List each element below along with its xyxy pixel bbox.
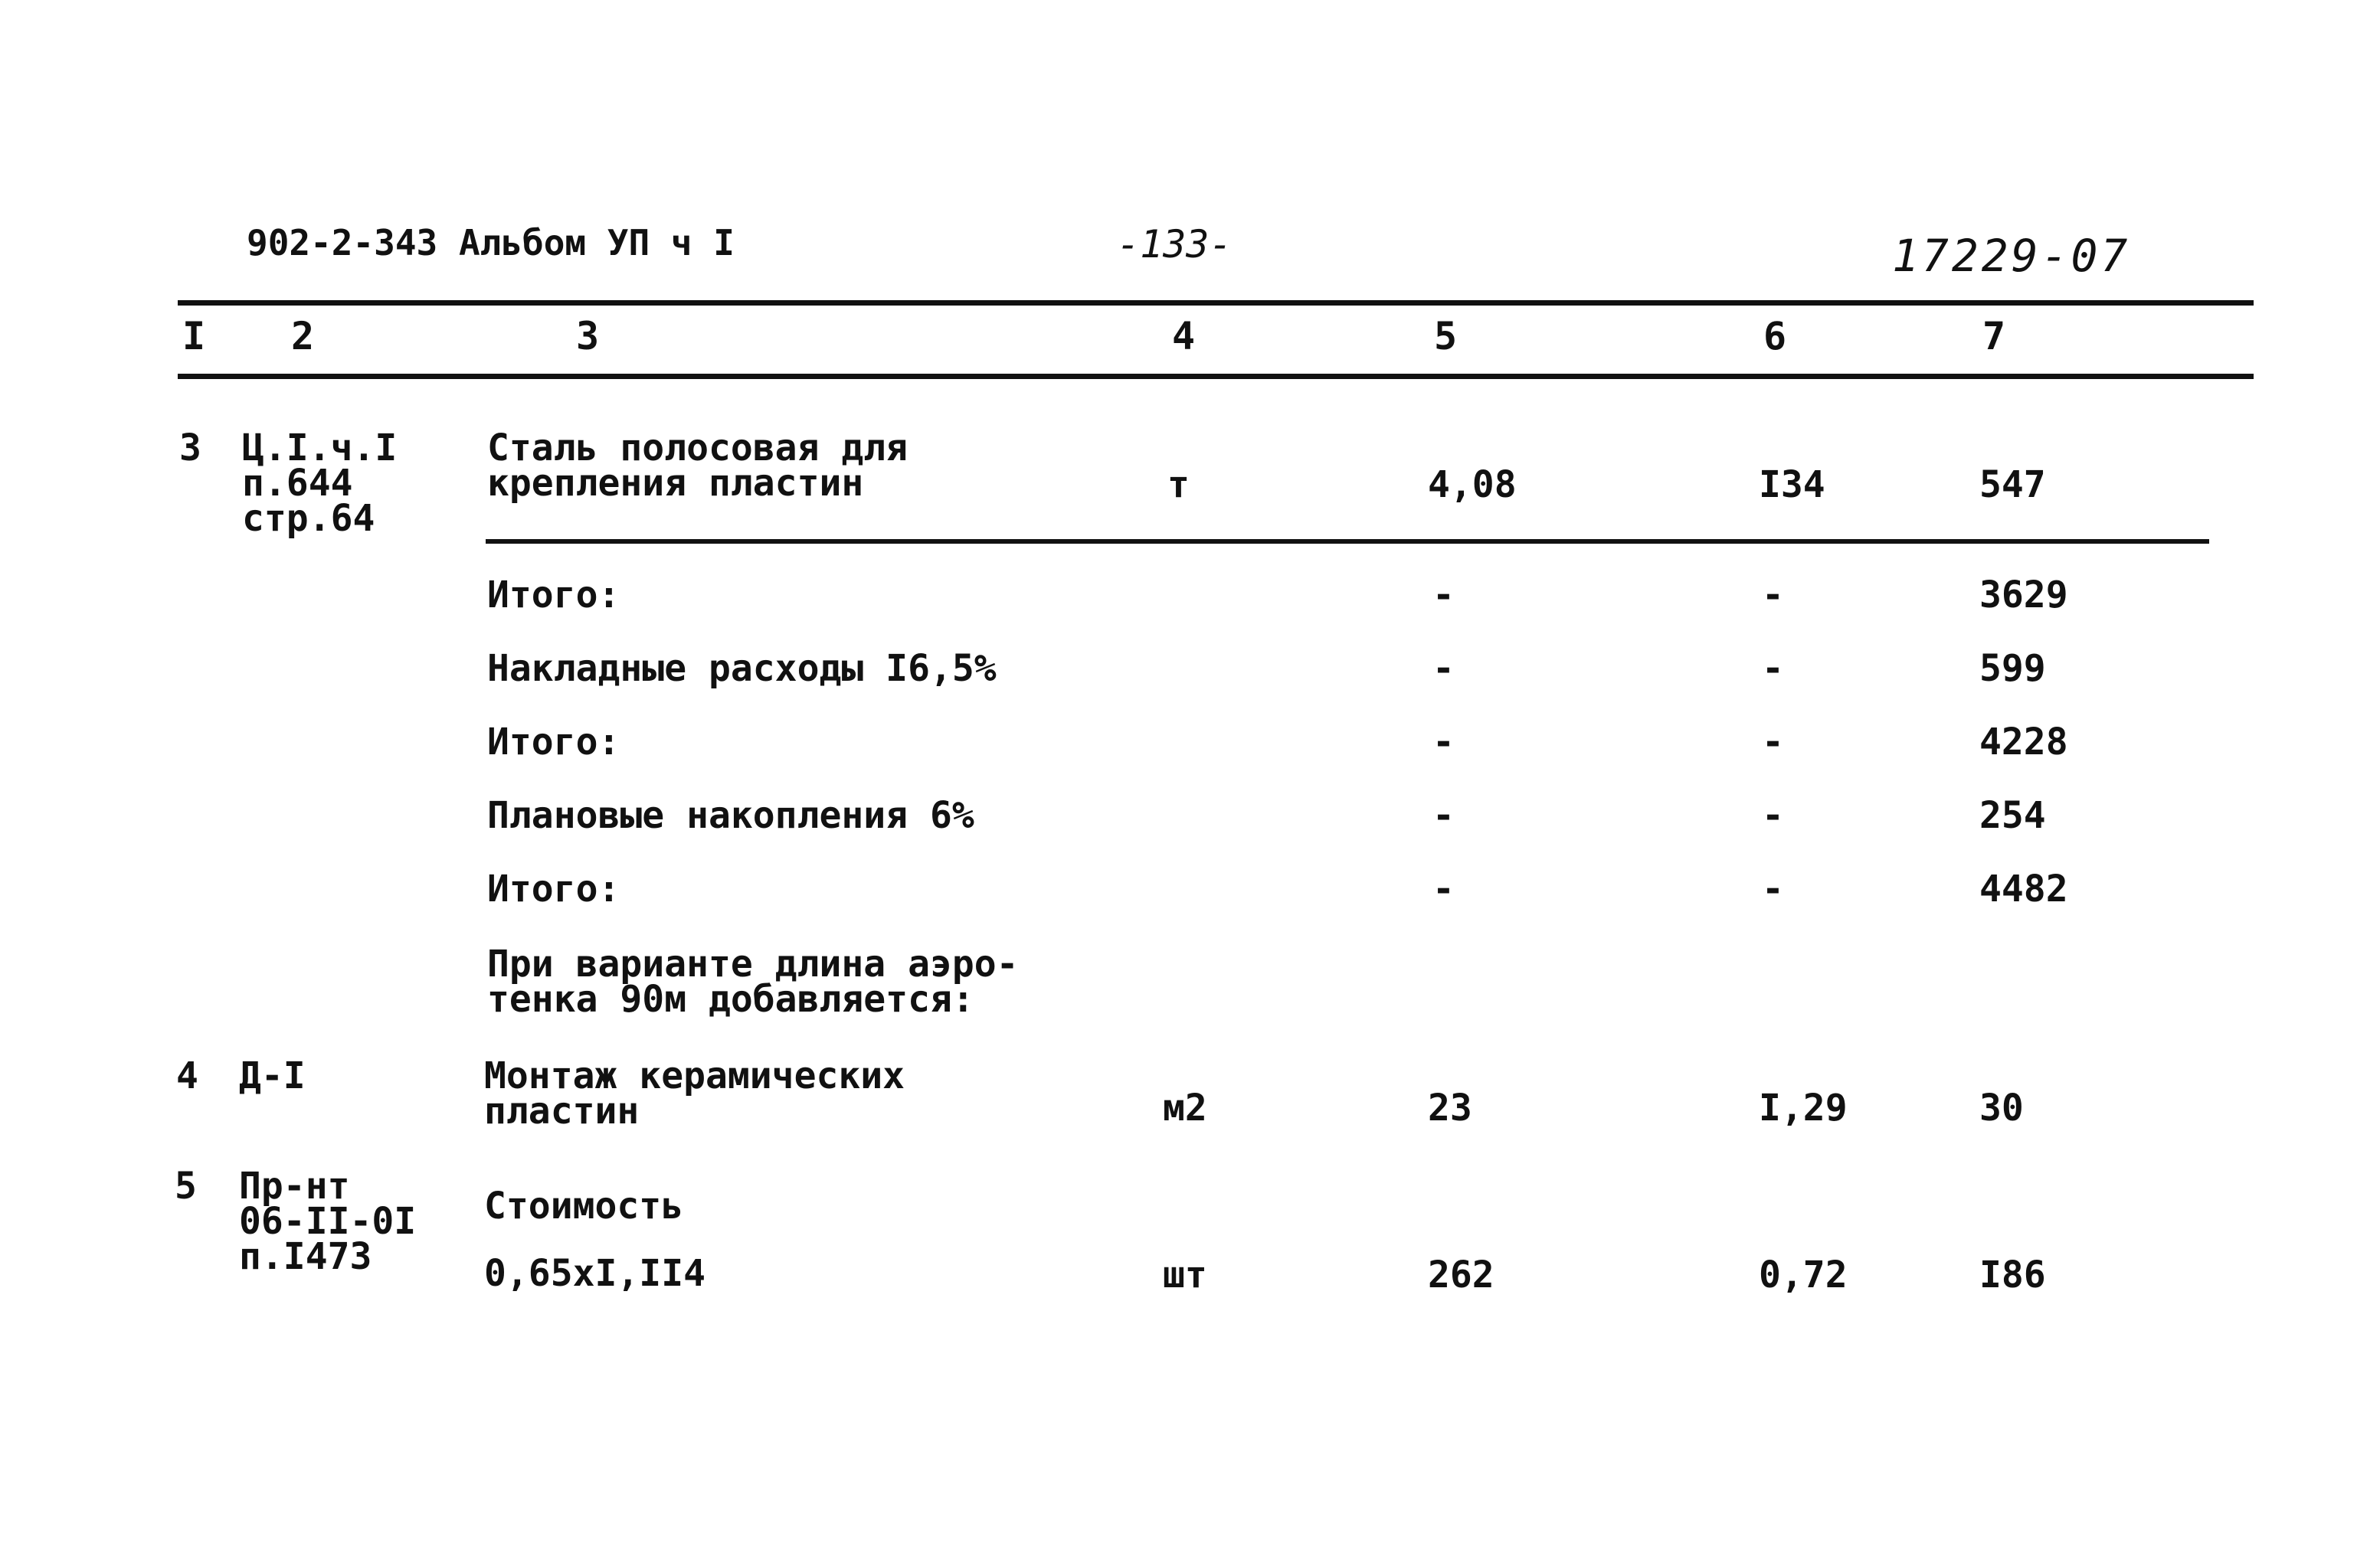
total-1-value: 3629 [1979, 574, 2068, 616]
row5-description: Стоимость [484, 1185, 684, 1228]
total-3-value: 4482 [1979, 868, 2068, 911]
row4-total: 30 [1979, 1087, 2024, 1130]
column-header-6: 6 [1763, 314, 1787, 358]
row5-unit-price: 0,72 [1759, 1254, 1848, 1296]
column-header-3: 3 [576, 314, 600, 358]
variant-note: При варианте длина аэро- тенка 90м добавляется: [487, 943, 1019, 1021]
total-2-value: 4228 [1979, 721, 2068, 763]
row5-reference: Пр-нт 06-II-0I п.I473 [239, 1165, 417, 1278]
total-2-col6: - [1762, 721, 1784, 763]
row4-description: Монтаж керамических пластин [484, 1054, 905, 1133]
total-3-label: Итого: [487, 868, 620, 911]
total-3-col6: - [1762, 868, 1784, 911]
total-1-label: Итого: [487, 574, 620, 616]
header-doc-number: 17229-07 [1892, 230, 2131, 282]
subtotal-rule [486, 539, 2209, 544]
row5-formula: 0,65xI,II4 [484, 1252, 705, 1295]
column-header-7: 7 [1982, 314, 2006, 358]
row4-index: 4 [176, 1054, 198, 1097]
column-header-2: 2 [291, 314, 315, 358]
table-top-rule [178, 300, 2254, 306]
planned-savings-col5: - [1432, 794, 1455, 837]
row3-unit-price: I34 [1759, 463, 1825, 506]
row5-unit: шт [1163, 1254, 1207, 1296]
row4-unit-price: I,29 [1759, 1087, 1848, 1130]
column-header-4: 4 [1172, 314, 1196, 358]
header-page-number: -133- [1117, 222, 1233, 266]
total-1-col6: - [1762, 574, 1784, 616]
row3-total: 547 [1979, 463, 2046, 506]
planned-savings-col6: - [1762, 794, 1784, 837]
row3-reference: Ц.I.ч.I п.644 стр.64 [242, 427, 398, 540]
column-header-5: 5 [1434, 314, 1458, 358]
overhead-label: Накладные расходы I6,5% [487, 647, 997, 690]
total-2-col5: - [1432, 721, 1455, 763]
column-header-1: I [182, 314, 206, 358]
row5-index: 5 [175, 1165, 197, 1208]
row3-unit: т [1167, 463, 1190, 506]
planned-savings-label: Плановые накопления 6% [487, 794, 974, 837]
total-2-label: Итого: [487, 721, 620, 763]
planned-savings-value: 254 [1979, 794, 2046, 837]
overhead-col6: - [1762, 647, 1784, 690]
row4-unit: м2 [1163, 1087, 1207, 1130]
header-album-ref: 902-2-343 Альбом УП ч I [247, 222, 735, 263]
row3-description: Сталь полосовая для крепления пластин [487, 427, 908, 505]
overhead-value: 599 [1979, 647, 2046, 690]
row4-quantity: 23 [1428, 1087, 1472, 1130]
total-1-col5: - [1432, 574, 1455, 616]
table-header-rule [178, 374, 2254, 379]
row4-reference: Д-I [239, 1054, 306, 1097]
row3-quantity: 4,08 [1428, 463, 1517, 506]
total-3-col5: - [1432, 868, 1455, 911]
row5-quantity: 262 [1428, 1254, 1494, 1296]
row3-index: 3 [179, 427, 201, 469]
row5-total: I86 [1979, 1254, 2046, 1296]
overhead-col5: - [1432, 647, 1455, 690]
